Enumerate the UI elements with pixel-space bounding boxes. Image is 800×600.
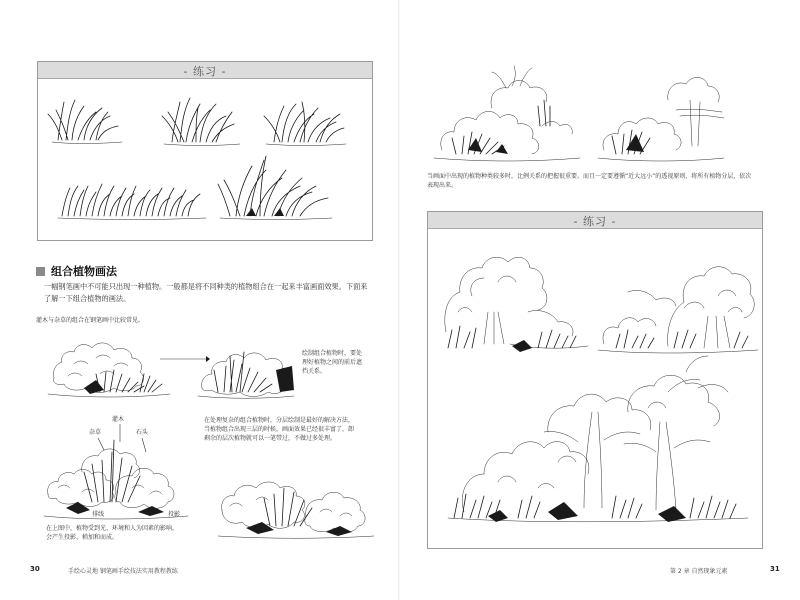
grass-clump-5 — [218, 156, 332, 220]
label-hatching: 排线 — [92, 511, 105, 518]
grass-row-4 — [58, 184, 206, 220]
mixed-vegetation-sketch-right — [596, 70, 726, 170]
grass-sketches — [38, 62, 374, 242]
layered-planting-sketch — [42, 432, 192, 522]
caption-right: 当画面中出现的植物种类较多时，比例关系的把握很重要。而且一定要遵循“近大远小”的透视原则，将所有植物分层，依次 表现出来。 — [427, 173, 752, 189]
tree-group-2 — [598, 267, 758, 353]
right-page — [400, 0, 800, 600]
layered-planting-sketch-right — [216, 460, 376, 540]
note-middle: 在处理复杂的组合植物时，分层绘制是最好的解决方法， 当植物组合出现三层的时候，画面效果已经很丰富了，卸 剩余的层次植物就可以一笔带过，不做过多处理。 — [204, 417, 355, 442]
label-weeds: 杂草 — [89, 429, 102, 436]
tree-group-1-grass — [448, 326, 576, 348]
label-shadow: 投影 — [168, 511, 181, 518]
section-marker — [36, 267, 45, 276]
exercise-title: - 练习 - — [573, 215, 617, 228]
grass-clump-1 — [48, 100, 122, 144]
shrub-weed-sketch-left — [44, 330, 174, 400]
note-bottom: 在上图中，植物受到光、环境和人为因素的影响， 会产生投影、稍加和而成。 — [46, 525, 179, 541]
mixed-vegetation-sketch-left — [432, 66, 582, 166]
footer-left: 手绘心灵地 钢笔画手绘技法实用教程教练 — [68, 568, 178, 575]
intro-paragraph: 一幅钢笔画中不可能只出现一种植物。一般都是将不同种类的植物组合在一起来丰富画面效果。下面来 了解一下组合植物的画法。 — [44, 282, 368, 303]
note-right: 绘制组合植物时，要处 理好植物之间的前后遮 挡关系。 — [302, 350, 363, 375]
forest-scene — [448, 356, 748, 522]
grass-clump-3 — [264, 102, 346, 146]
forest-shadows — [488, 502, 686, 522]
grass-clump-2 — [162, 98, 240, 146]
section-title: 组合植物画法 — [36, 263, 117, 279]
exercise-title: - 练习 - — [183, 65, 227, 78]
page-number-right: 31 — [770, 565, 780, 573]
label-shrub: 灌木 — [112, 416, 125, 423]
exercise-box-right — [427, 211, 763, 549]
caption-shrubs: 灌木与杂草的组合在钢笔画中比较常见。 — [36, 317, 145, 324]
footer-right: 第 2 章 自然现象元素 — [670, 568, 728, 575]
label-stone: 石头 — [136, 429, 149, 436]
tree-group-1-shadow — [512, 340, 532, 352]
exercise-box-left — [37, 61, 373, 241]
landscape-sketches — [428, 212, 764, 550]
shrub-weed-sketch-right — [196, 330, 296, 400]
page-number-left: 30 — [30, 565, 40, 573]
tree-group-1 — [445, 257, 588, 348]
